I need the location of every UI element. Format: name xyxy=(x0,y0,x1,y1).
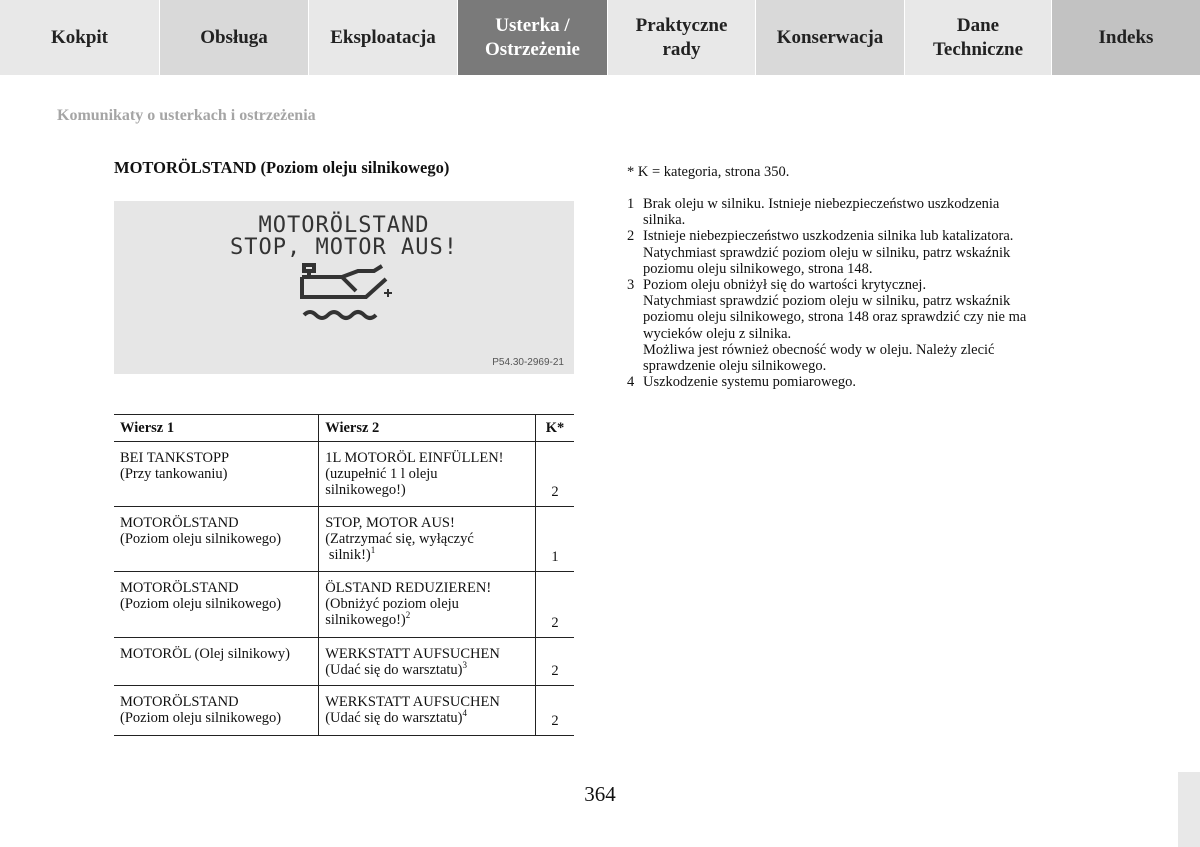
tab-label: Kokpit xyxy=(50,26,109,48)
cell-line2 xyxy=(319,507,536,572)
cell-text: STOP, MOTOR AUS! xyxy=(325,515,455,531)
footnote-text xyxy=(643,277,1026,374)
footnote-number: 4 xyxy=(627,374,635,391)
tab-label: Praktyczne rady xyxy=(635,14,728,60)
cell-text: (Poziom oleju silnikowego) xyxy=(120,596,282,612)
tab-usterka-ostrzezenie[interactable] xyxy=(458,0,608,75)
cell-text: (Poziom oleju silnikowego) xyxy=(120,710,282,726)
cell-text: (Obniżyć poziom oleju xyxy=(325,596,459,612)
footnote-item xyxy=(627,374,1097,390)
footnote-line: Poziom oleju obniżył się do wartości krytycznej. xyxy=(643,277,927,294)
tab-label: Obsługa xyxy=(200,26,268,48)
tab-kokpit[interactable] xyxy=(0,0,160,75)
footnote-item xyxy=(627,228,1097,277)
cell-text: (uzupełnić 1 l oleju xyxy=(325,466,438,482)
footnote-text xyxy=(643,196,999,228)
page-heading: MOTORÖLSTAND (Poziom oleju silnikowego) xyxy=(114,158,450,177)
cell-line2 xyxy=(319,686,536,736)
cell-text: (Poziom oleju silnikowego) xyxy=(120,531,282,547)
footnote-item xyxy=(627,277,1097,374)
tab-label: Dane Techniczne xyxy=(932,14,1024,60)
cell-text: ÖLSTAND REDUZIEREN! xyxy=(325,580,492,596)
table-row xyxy=(114,686,574,736)
cell-text: WERKSTATT AUFSUCHEN xyxy=(325,646,500,662)
category-footnote: * K = kategoria, strona 350. xyxy=(627,164,790,180)
footnote-number: 3 xyxy=(627,277,635,294)
tab-obsluga[interactable] xyxy=(160,0,309,75)
tab-konserwacja[interactable] xyxy=(756,0,905,75)
cell-text: silnikowego!) xyxy=(325,612,406,628)
footnote-line: silnika. xyxy=(643,212,686,229)
oil-can-icon xyxy=(298,261,398,323)
cell-text xyxy=(325,662,529,678)
footnote-line: Uszkodzenie systemu pomiarowego. xyxy=(643,374,857,391)
page-number: 364 xyxy=(584,782,616,806)
column-header: Wiersz 2 xyxy=(319,415,536,442)
table-row xyxy=(114,442,574,507)
cell-text: WERKSTATT AUFSUCHEN xyxy=(325,694,500,710)
cell-line2 xyxy=(319,442,536,507)
table-header-row xyxy=(114,415,574,442)
table-row xyxy=(114,638,574,686)
tab-label: Eksploatacja xyxy=(330,26,436,48)
footnote-text xyxy=(643,228,1013,277)
footnote-ref: 3 xyxy=(462,660,468,671)
footnote-number: 1 xyxy=(627,196,635,212)
cell-line2 xyxy=(319,638,536,686)
footnote-line: Natychmiast sprawdzić poziom oleju w silniku, patrz wskaźnik xyxy=(643,244,1011,261)
footnote-item xyxy=(627,196,1097,228)
display-line-1: MOTORÖLSTAND xyxy=(258,213,430,238)
footnote-line: Istnieje niebezpieczeństwo uszkodzenia silnika lub katalizatora. xyxy=(643,228,1014,245)
cell-text: (Udać się do warsztatu) xyxy=(325,662,463,678)
cell-text: MOTORÖLSTAND xyxy=(120,694,239,710)
cell-line1 xyxy=(114,572,319,638)
footnotes-list xyxy=(627,196,1097,390)
cell-text: (Udać się do warsztatu) xyxy=(325,710,463,726)
tab-label: Usterka / Ostrzeżenie xyxy=(485,14,580,60)
footnote-line: Możliwa jest również obecność wody w oleju. Należy zlecić xyxy=(643,341,995,358)
tab-dane-techniczne[interactable] xyxy=(905,0,1052,75)
footnote-ref: 2 xyxy=(405,610,411,621)
cell-text: MOTORÖL (Olej silnikowy) xyxy=(120,646,290,662)
cell-line2 xyxy=(319,572,536,638)
cell-text: (Przy tankowaniu) xyxy=(120,466,228,482)
cell-line1 xyxy=(114,507,319,572)
tab-praktyczne-rady[interactable] xyxy=(608,0,756,75)
footnote-line: Natychmiast sprawdzić poziom oleju w silniku, patrz wskaźnik xyxy=(643,293,1011,310)
footnote-line: poziomu oleju silnikowego, strona 148 oraz sprawdzić czy nie ma xyxy=(643,309,1027,326)
cell-line1 xyxy=(114,686,319,736)
tab-label: Indeks xyxy=(1098,26,1154,48)
footnote-line: wycieków oleju z silnika. xyxy=(643,325,792,342)
instrument-display-image xyxy=(114,201,574,374)
footnote-number: 2 xyxy=(627,228,635,245)
category-cell: 2 xyxy=(536,442,574,507)
category-cell: 1 xyxy=(536,507,574,572)
cell-text xyxy=(325,710,529,726)
cell-text: MOTORÖLSTAND xyxy=(120,580,239,596)
cell-line1 xyxy=(114,638,319,686)
display-line-2: STOP, MOTOR AUS! xyxy=(230,235,458,260)
tab-eksploatacja[interactable] xyxy=(309,0,458,75)
footnote-line: Brak oleju w silniku. Istnieje niebezpieczeństwo uszkodzenia xyxy=(643,196,1000,212)
section-title: Komunikaty o usterkach i ostrzeżenia xyxy=(57,107,316,124)
footnote-text xyxy=(643,374,856,390)
chapter-tabs xyxy=(0,0,1200,75)
cell-text: silnikowego!) xyxy=(325,482,406,498)
cell-text: BEI TANKSTOPP xyxy=(120,450,230,466)
thumb-index-marker xyxy=(1178,772,1200,847)
column-header: K* xyxy=(536,415,574,442)
cell-text: MOTORÖLSTAND xyxy=(120,515,239,531)
tab-indeks[interactable] xyxy=(1052,0,1200,75)
cell-line1 xyxy=(114,442,319,507)
cell-text xyxy=(325,547,529,563)
footnote-ref: 1 xyxy=(370,545,376,556)
footnote-ref: 4 xyxy=(462,708,468,719)
category-cell: 2 xyxy=(536,638,574,686)
messages-table xyxy=(114,414,574,736)
cell-text: silnik!) xyxy=(328,547,371,563)
category-cell: 2 xyxy=(536,572,574,638)
cell-text: (Zatrzymać się, wyłączyć xyxy=(325,531,474,547)
footnote-line: sprawdzenie oleju silnikowego. xyxy=(643,358,827,375)
cell-text xyxy=(325,612,529,628)
cell-text: 1L MOTORÖL EINFÜLLEN! xyxy=(325,450,504,466)
table-row xyxy=(114,507,574,572)
category-cell: 2 xyxy=(536,686,574,736)
column-header: Wiersz 1 xyxy=(114,415,319,442)
table-row xyxy=(114,572,574,638)
footnote-line: poziomu oleju silnikowego, strona 148. xyxy=(643,260,873,277)
figure-code: P54.30-2969-21 xyxy=(492,357,564,368)
tab-label: Konserwacja xyxy=(776,26,884,48)
